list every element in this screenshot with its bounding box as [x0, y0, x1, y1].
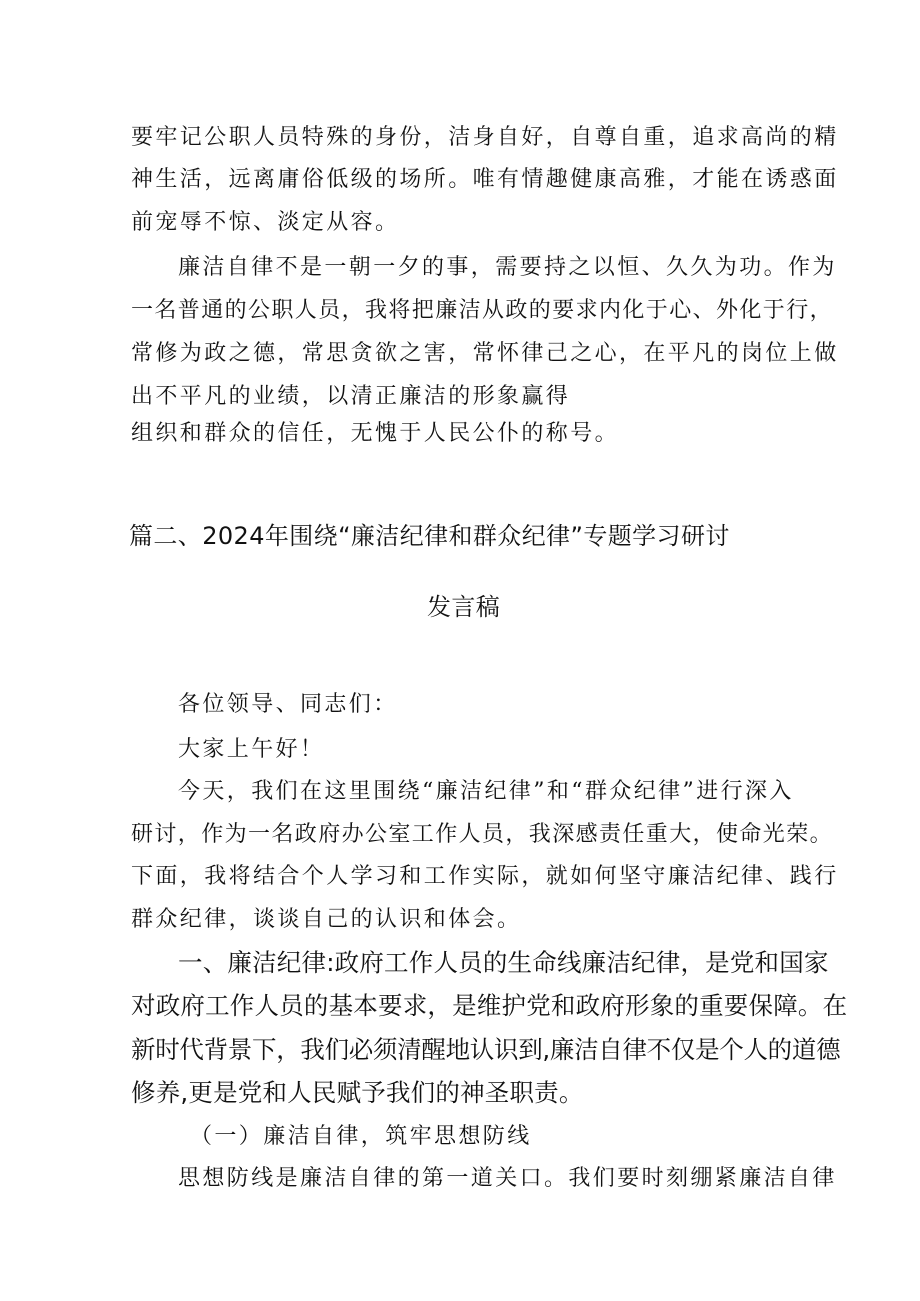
subsection-heading: （一）廉洁自律，筑牢思想防线: [190, 1124, 532, 1149]
paragraph-line: 前宠辱不惊、淡定从容。: [131, 210, 400, 235]
section-title: 篇二、2024年围绕“廉洁纪律和群众纪律”专题学习研讨: [129, 522, 730, 550]
paragraph-line: 对政府工作人员的基本要求，是维护党和政府形象的重要保障。在: [131, 991, 848, 1020]
paragraph-line: 要牢记公职人员特殊的身份，洁身自好，自尊自重，追求高尚的精: [131, 125, 839, 150]
paragraph-line: 群众纪律，谈谈自己的认识和体会。: [131, 907, 522, 932]
part-one-heading-line: 一、廉洁纪律:政府工作人员的生命线廉洁纪律，是党和国家: [178, 948, 829, 977]
paragraph-line: 出不平凡的业绩，以清正廉洁的形象赢得: [131, 384, 571, 409]
paragraph-line: 修养,更是党和人民赋予我们的神圣职责。: [131, 1078, 584, 1107]
paragraph-line: 下面，我将结合个人学习和工作实际，就如何坚守廉洁纪律、践行: [131, 864, 839, 889]
salutation: 各位领导、同志们：: [178, 692, 398, 717]
paragraph-line: 神生活，远离庸俗低级的场所。唯有情趣健康高雅，才能在诱惑面: [131, 167, 839, 192]
paragraph-line: 今天，我们在这里围绕“廉洁纪律”和“群众纪律”进行深入: [178, 779, 794, 804]
paragraph-line: 新时代背景下，我们必须清醒地认识到,廉洁自律不仅是个人的道德: [131, 1035, 841, 1064]
paragraph-line: 一名普通的公职人员，我将把廉洁从政的要求内化于心、外化于行，: [131, 298, 834, 323]
greeting: 大家上午好！: [178, 737, 325, 762]
section-title-continuation: 发言稿: [427, 593, 501, 621]
paragraph-line: 组织和群众的信任，无愧于人民公仆的称号。: [131, 421, 620, 446]
paragraph-line: 常修为政之德，常思贪欲之害，常怀律己之心，在平凡的岗位上做: [131, 341, 839, 366]
paragraph-line: 研讨，作为一名政府办公室工作人员，我深感责任重大，使命光荣。: [131, 822, 834, 847]
paragraph-line: 思想防线是廉洁自律的第一道关口。我们要时刻绷紧廉洁自律: [178, 1166, 837, 1191]
paragraph-line: 廉洁自律不是一朝一夕的事，需要持之以恒、久久为功。作为: [178, 255, 837, 280]
